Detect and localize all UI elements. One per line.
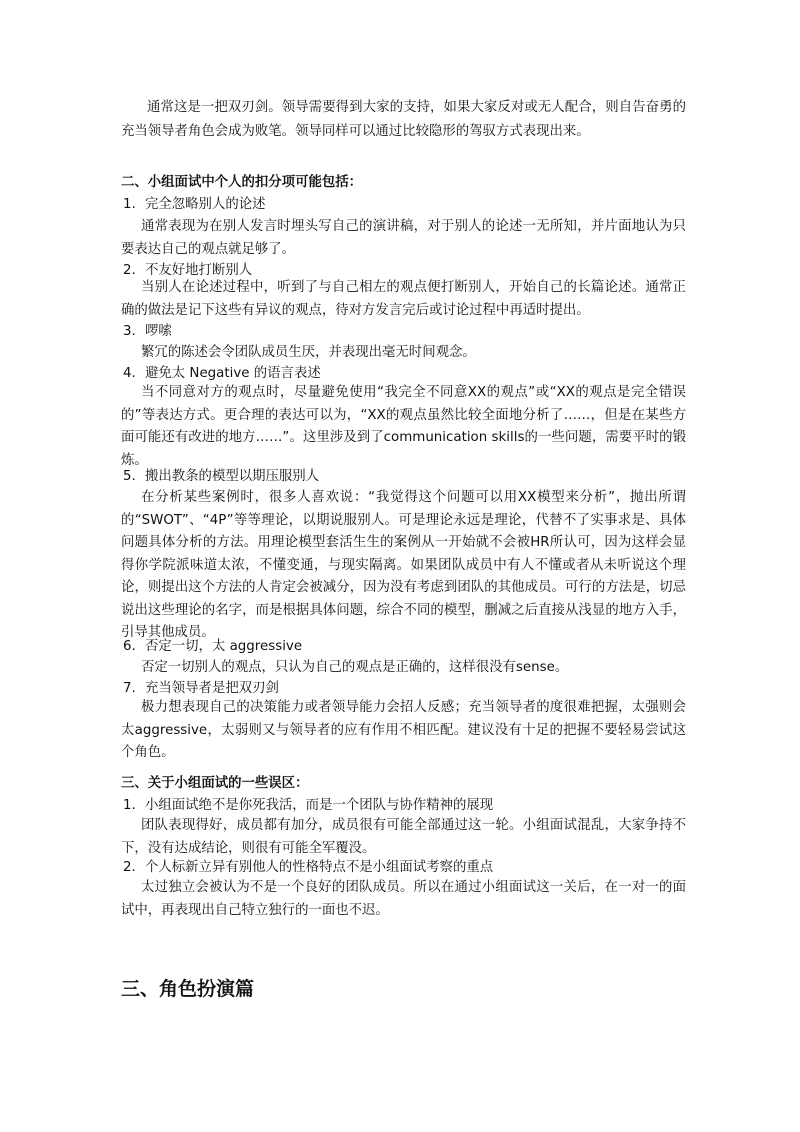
list-item-title-text: 小组面试绝不是你死我活，而是一个团队与协作精神的展现	[145, 798, 494, 813]
list-item-title	[121, 857, 493, 879]
list-item-number: 6.	[123, 639, 136, 654]
list-item-title	[121, 795, 493, 817]
list-item-body: 太过独立会被认为不是一个良好的团队成员。所以在通过小组面试这一关后，在一对一的面试中，再表现出自己特立独行的一面也不迟。	[121, 880, 686, 918]
list-item-title	[121, 636, 302, 658]
list-item-title-text: 避免太 Negative 的语言表述	[145, 366, 321, 381]
list-item-title-text: 不友好地打断别人	[145, 263, 253, 278]
list-item-body: 当别人在论述过程中，听到了与自己相左的观点便打断别人，开始自己的长篇论述。通常正确的做法是记下这些有异议的观点，待对方发言完后或讨论过程中再适时提出。	[121, 280, 686, 318]
list-item-title	[121, 194, 266, 216]
list-item-title	[121, 321, 172, 343]
list-item-number: 1.	[123, 197, 136, 212]
list-item-title-text: 搬出教条的模型以期压服别人	[145, 469, 320, 484]
list-item-number: 1.	[123, 798, 136, 813]
list-item-number: 2.	[123, 860, 136, 875]
list-item-title	[121, 466, 319, 488]
list-item-body: 极力想表现自己的决策能力或者领导能力会招人反感；充当领导者的度很难把握，太强则会太aggressive，太弱则又与领导者的应有作用不相匹配。建议没有十足的把握不要轻易尝试这个角色。	[121, 700, 686, 760]
section-3-heading: 三、关于小组面试的一些误区：	[121, 776, 309, 791]
chapter-heading: 三、角色扮演篇	[121, 978, 255, 1000]
list-item-title-text: 否定一切，太 aggressive	[145, 639, 303, 654]
list-item-body: 通常表现为在别人发言时埋头写自己的演讲稿，对于别人的论述一无所知，并片面地认为只要表达自己的观点就足够了。	[121, 219, 686, 257]
list-item-body: 当不同意对方的观点时，尽量避免使用“我完全不同意XX的观点”或“XX的观点是完全错误的”等表达方式。更合理的表达可以为，“XX的观点虽然比较全面地分析了……，但是在某些方面可能还有改进的地方……”。这里涉及到了communication skills的一些问题，需要平时的锻炼。	[121, 385, 686, 468]
list-item-number: 5.	[123, 469, 136, 484]
list-item-body: 团队表现得好，成员都有加分，成员很有可能全部通过这一轮。小组面试混乱，大家争持不下，没有达成结论，则很有可能全军覆没。	[121, 818, 686, 856]
intro-paragraph: 通常这是一把双刃剑。领导需要得到大家的支持，如果大家反对或无人配合，则自告奋勇的充当领导者角色会成为败笔。领导同样可以通过比较隐形的驾驭方式表现出来。	[121, 100, 686, 139]
list-item-number: 7.	[123, 681, 136, 696]
section-2-heading: 二、小组面试中个人的扣分项可能包括：	[121, 175, 363, 190]
list-item-title-text: 完全忽略别人的论述	[145, 197, 266, 212]
list-item-title-text: 充当领导者是把双刃剑	[145, 681, 279, 696]
list-item-number: 4.	[123, 366, 136, 381]
list-item-title-text: 啰嗦	[145, 324, 172, 339]
list-item-title-text: 个人标新立异有别他人的性格特点不是小组面试考察的重点	[145, 860, 494, 875]
list-item-number: 3.	[123, 324, 136, 339]
list-item-number: 2.	[123, 263, 136, 278]
list-item-body: 否定一切别人的观点，只认为自己的观点是正确的，这样很没有sense。	[141, 660, 569, 675]
list-item-body: 在分析某些案例时，很多人喜欢说：“我觉得这个问题可以用XX模型来分析”，抛出所谓的“SWOT”、“4P”等等理论，以期说服别人。可是理论永远是理论，代替不了实事求是、具体问题具体分析的方法。用理论模型套活生生的案例从一开始就不会被HR所认可，因为这样会显得你学院派味道太浓，不懂变通，与现实隔离。如果团队成员中有人不懂或者从未听说这个理论，则提出这个方法的人肯定会被减分，因为没有考虑到团队的其他成员。可行的方法是，切忌说出这些理论的名字，而是根据具体问题，综合不同的模型，删减之后直接从浅显的地方入手，引导其他成员。	[121, 490, 686, 640]
list-item-body: 繁冗的陈述会令团队成员生厌，并表现出毫无时间观念。	[141, 345, 476, 360]
